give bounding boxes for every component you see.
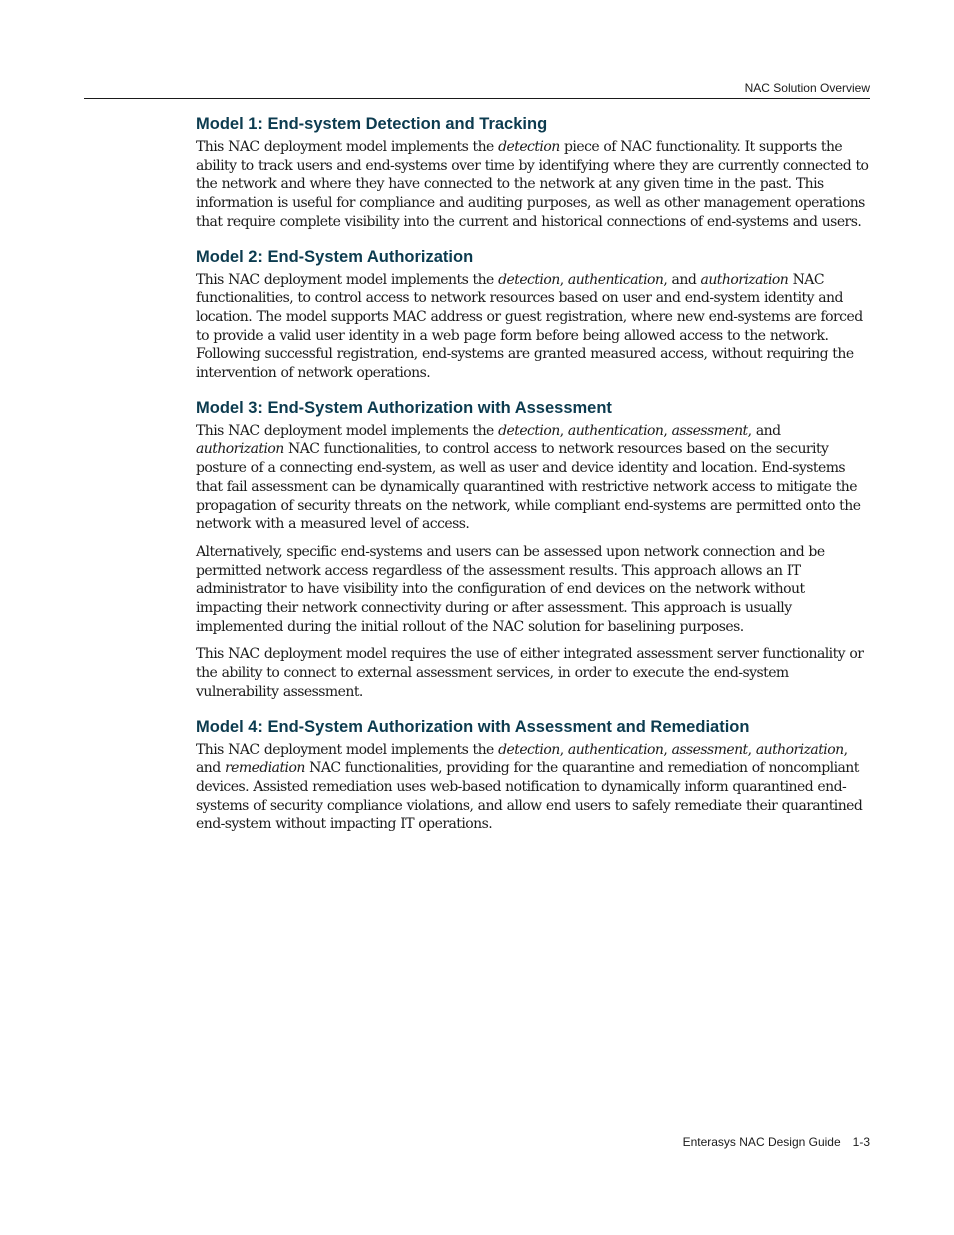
section-model-2 xyxy=(196,247,872,383)
page-body xyxy=(196,114,872,849)
section-model-1 xyxy=(196,114,872,232)
guide-title: Enterasys NAC Design Guide xyxy=(682,1135,841,1149)
paragraph: This NAC deployment model implements the detection, authentication, assessment, and authorization NAC functionalities, to control access to network resources based on the security posture of a connecting end-system, as well as user and device identity and location. End-systems that fail assessment can be dynamically quarantined with restrictive network access to mitigate the propagation of security threats on the network, while compliant end-systems are permitted onto the network with a measured level of access. xyxy=(196,422,861,533)
running-header xyxy=(84,78,870,99)
page-number: 1-3 xyxy=(852,1135,870,1149)
section-heading: Model 2: End-System Authorization xyxy=(196,247,474,266)
chapter-title: NAC Solution Overview xyxy=(744,81,870,95)
paragraph: This NAC deployment model implements the detection, authentication, assessment, authorization, and remediation NAC functionalities, providing for the quarantine and remediation of noncompliant devices. Assisted remediation uses web-based notification to dynamically inform quarantined end-systems of security compliance violations, and allow end users to safely remediate their quarantined end-system without impacting IT operations. xyxy=(196,741,863,833)
section-heading: Model 4: End-System Authorization with Assessment and Remediation xyxy=(196,717,750,736)
paragraph: Alternatively, specific end-systems and users can be assessed upon network connection and be permitted network access regardless of the assessment results. This approach allows an IT administrator to have visibility into the configuration of end devices on the network without impacting their network connectivity during or after assessment. This approach is usually implemented during the initial rollout of the NAC solution for baselining purposes. xyxy=(196,543,825,635)
paragraph: This NAC deployment model implements the detection, authentication, and authorization NAC functionalities, to control access to network resources based on user and end-system identity and location. The model supports MAC address or guest registration, where new end-systems are forced to provide a valid user identity in a web page form before being allowed access to the network. Following successful registration, end-systems are granted measured access, without requiring the intervention of network operations. xyxy=(196,271,863,382)
paragraph: This NAC deployment model implements the detection piece of NAC functionality. It supports the ability to track users and end-systems over time by identifying where they are currently connected to the network and where they have connected to the network at any given time in the past. This information is useful for compliance and auditing purposes, as well as other management operations that require complete visibility into the current and historical connections of end-systems and users. xyxy=(196,139,869,230)
section-heading: Model 3: End-System Authorization with Assessment xyxy=(196,398,612,417)
paragraph: This NAC deployment model requires the use of either integrated assessment server functionality or the ability to connect to external assessment services, in order to execute the end-system vulnerability assessment. xyxy=(196,646,864,700)
section-model-3 xyxy=(196,398,872,702)
section-model-4 xyxy=(196,717,872,835)
running-footer xyxy=(683,1135,870,1149)
section-heading: Model 1: End-system Detection and Tracking xyxy=(196,115,548,133)
